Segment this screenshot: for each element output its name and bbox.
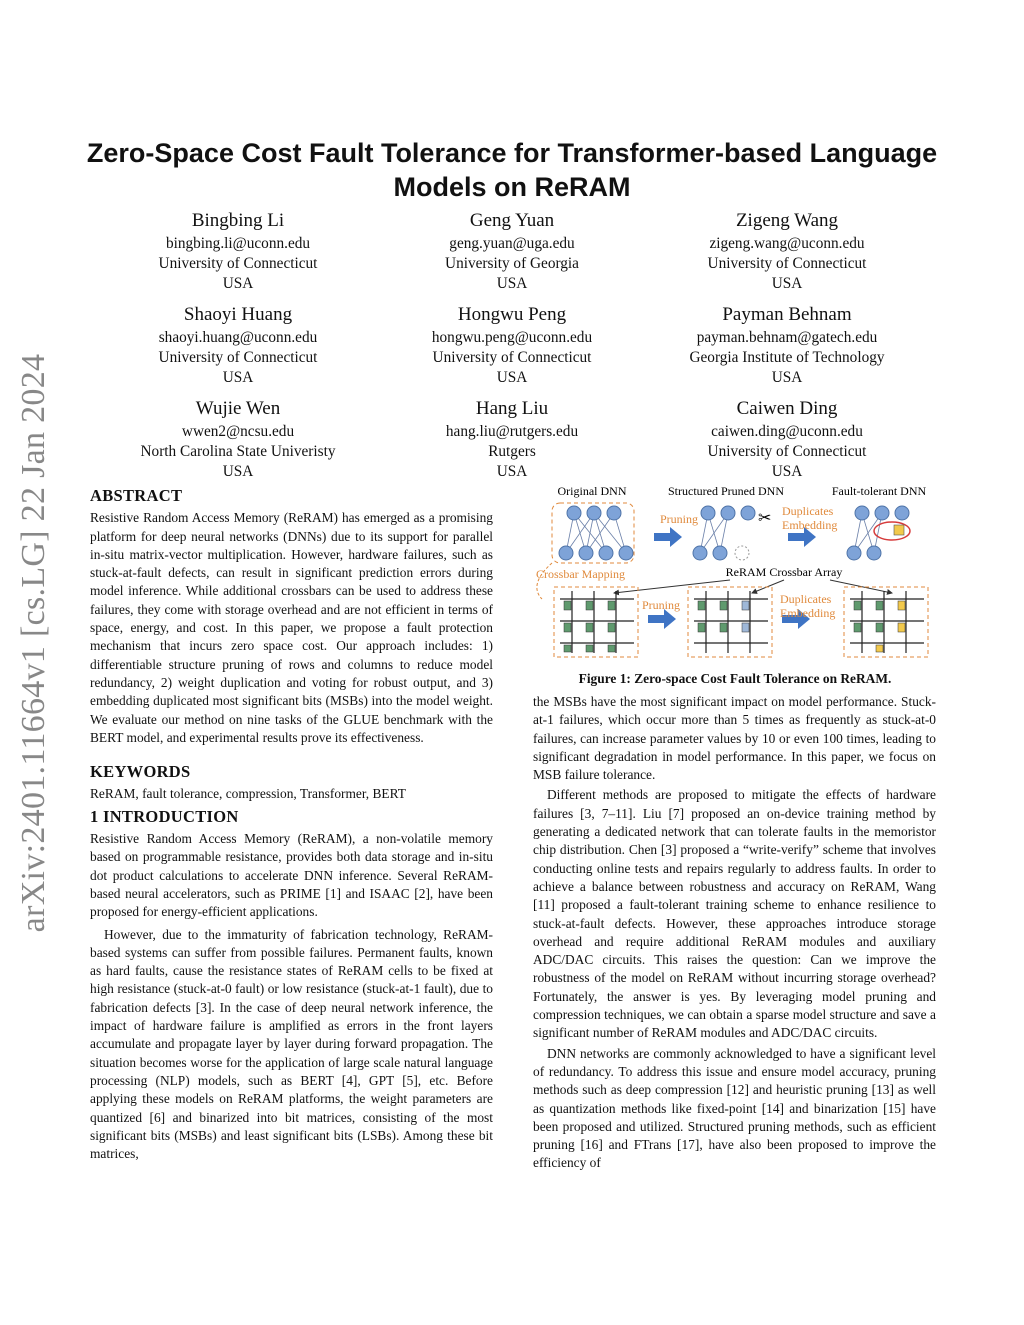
author-name: Hongwu Peng <box>457 304 567 325</box>
author-name: Geng Yuan <box>469 210 555 231</box>
author-name: Wujie Wen <box>195 398 281 419</box>
left-column <box>90 487 493 1163</box>
label-embedding: Embedding <box>780 606 836 620</box>
intro-paragraph: Resistive Random Access Memory (ReRAM), a non-volatile memory based on programmable resistance, provides both data storage and in-situ dot product calculations to accelerate DNN inference. Several ReRAM-based neural accelerators, such as PRIME [1] and ISAAC [2], have been proposed for energy-efficient applications. <box>90 831 493 920</box>
author-email[interactable]: geng.yuan@uga.edu <box>449 235 575 252</box>
author-email[interactable]: hongwu.peng@uconn.edu <box>431 329 593 346</box>
fault-tolerant-dnn-network <box>847 506 910 560</box>
author-name: Payman Behnam <box>722 304 852 325</box>
author-country: USA <box>771 275 803 292</box>
author-block <box>88 208 388 294</box>
author-country: USA <box>222 275 254 292</box>
author-country: USA <box>222 463 254 480</box>
arxiv-identifier: arXiv:2401.11664v1 [cs.LG] 22 Jan 2024 <box>15 353 52 933</box>
figure-1-diagram <box>530 483 940 661</box>
author-country: USA <box>771 463 803 480</box>
crossbar-array-original <box>554 587 638 657</box>
intro-paragraph: the MSBs have the most significant impact on model performance. Stuck-at-1 failures, which occur more than 5 times as frequently as stuck-at-0 failures, can increase parameter values by 10 or even 100 times, leading to significant degradation in model performance. In this paper, we focus on MSB failure tolerance. <box>533 694 936 783</box>
author-affiliation: University of Georgia <box>445 255 579 272</box>
author-block <box>362 208 662 294</box>
author-name: Zigeng Wang <box>735 210 839 231</box>
label-reram-crossbar-array: ReRAM Crossbar Array <box>725 565 843 579</box>
scissors-icon: ✂ <box>758 510 772 527</box>
author-affiliation: University of Connecticut <box>707 255 867 272</box>
author-block <box>362 302 662 388</box>
figure-1 <box>530 483 940 661</box>
author-block <box>362 396 662 482</box>
pruning-arrow-icon <box>654 527 682 547</box>
author-affiliation: Georgia Institute of Technology <box>689 349 885 366</box>
author-country: USA <box>496 463 528 480</box>
keywords-text: ReRAM, fault tolerance, compression, Transformer, BERT <box>90 786 406 802</box>
author-email[interactable]: payman.behnam@gatech.edu <box>696 329 878 346</box>
author-affiliation: Rutgers <box>488 443 536 460</box>
abstract-text: Resistive Random Access Memory (ReRAM) has emerged as a promising platform for deep neural networks (DNNs) due to its support for parallel in-situ matrix-vector multiplication. However, hardware failures, such as stuck-at-fault defects, can result in significant prediction errors during model inference. While additional crossbars can be used to address these failures, they come with storage overhead and are not efficient in terms of space, energy, and cost. In this paper, we propose a fault protection mechanism that incurs zero space cost. Our approach includes: 1) differentiable structure pruning of rows and columns to reduce model redundancy, 2) weight duplication and voting for robust output, and 3) embedding duplicated most significant bits (MSBs) into the model weight. We evaluate our method on nine tasks of the GLUE benchmark with the BERT model, and experimental results prove its effectiveness. <box>90 510 493 745</box>
author-block <box>637 208 937 294</box>
label-original-dnn: Original DNN <box>557 484 627 498</box>
intro-paragraph: DNN networks are commonly acknowledged to have a significant level of redundancy. To address this issue and ensure model accuracy, pruning methods such as deep compression [12] and heuristic pruning [13] as well as quantization methods like fixed-point [14] and binarization [15] have been proposed and utilized. Structured pruning methods, such as efficient pruning [16] and FTrans [17], have also been proposed to improve the efficiency of <box>533 1045 936 1171</box>
pruning-arrow-icon <box>648 609 676 629</box>
author-country: USA <box>496 275 528 292</box>
author-block <box>637 396 937 482</box>
author-affiliation: University of Connecticut <box>158 349 318 366</box>
author-email[interactable]: zigeng.wang@uconn.edu <box>709 235 865 252</box>
label-structured-pruned-dnn: Structured Pruned DNN <box>668 484 784 498</box>
author-country: USA <box>496 369 528 386</box>
paper-title: Zero-Space Cost Fault Tolerance for Transformer-based Language Models on ReRAM <box>86 138 938 202</box>
author-email[interactable]: wwen2@ncsu.edu <box>181 423 295 440</box>
author-country: USA <box>771 369 803 386</box>
author-email[interactable]: hang.liu@rutgers.edu <box>445 423 579 440</box>
figure-1-caption: Figure 1: Zero-space Cost Fault Tolerance on ReRAM. <box>578 671 892 686</box>
label-fault-tolerant-dnn: Fault-tolerant DNN <box>831 484 927 498</box>
label-embedding: Embedding <box>782 518 838 532</box>
abstract-heading: ABSTRACT <box>90 486 183 505</box>
author-block <box>88 396 388 482</box>
author-name: Hang Liu <box>475 398 549 419</box>
author-affiliation: University of Connecticut <box>707 443 867 460</box>
author-block <box>88 302 388 388</box>
label-duplicates: Duplicates <box>780 592 832 606</box>
intro-heading: 1 INTRODUCTION <box>90 806 239 826</box>
keywords-heading: KEYWORDS <box>90 762 191 782</box>
pruned-dnn-network <box>693 506 771 560</box>
right-column <box>533 693 936 1173</box>
author-block <box>637 302 937 388</box>
author-email[interactable]: caiwen.ding@uconn.edu <box>711 423 863 440</box>
intro-paragraph: However, due to the immaturity of fabrication technology, ReRAM-based systems can suffer from possible failures. Permanent faults, known as hard faults, cause the resistance states of ReRAM cells to be fixed at high resistance (stuck-at-0 fault) or low resistance (stuck-at-1 fault), due to fabrication defects [3]. In the case of deep neural network inference, the impact of hardware failure is amplified as errors in the front layers accumulate and propagate layer by layer during forward propagation. The situation becomes worse for the application of large scale natural language processing (NLP) models, such as BERT [4], GPT [5], etc. Before applying these models on ReRAM platforms, the weight parameters are quantized [6] and binarized into bit matrices, consisting of the most significant bits (MSBs) and least significant bits (LSBs). Among these bit matrices, <box>90 926 493 1162</box>
author-affiliation: North Carolina State Univeristy <box>140 443 336 460</box>
author-affiliation: University of Connecticut <box>432 349 592 366</box>
label-crossbar-mapping: Crossbar Mapping <box>536 567 625 581</box>
author-email[interactable]: shaoyi.huang@uconn.edu <box>158 329 318 346</box>
author-name: Caiwen Ding <box>736 398 838 419</box>
author-affiliation: University of Connecticut <box>158 255 318 272</box>
label-duplicates: Duplicates <box>782 504 834 518</box>
crossbar-array-fault-tolerant <box>844 587 928 657</box>
original-dnn-network <box>552 503 634 563</box>
author-email[interactable]: bingbing.li@uconn.edu <box>165 235 311 252</box>
author-country: USA <box>222 369 254 386</box>
author-name: Bingbing Li <box>191 210 285 231</box>
intro-paragraph: Different methods are proposed to mitigate the effects of hardware failures [3, 7–11]. Liu [7] proposed an on-device training method by generating a dedicated network that can tolerate faults in the memoristor chip distribution. Chen [3] proposed a “write-verify” scheme that involves conducting online tests and repairs regularly to address faults. In order to achieve a balance between robustness and accuracy on ReRAM, Wang [11] proposed a fault-tolerant training scheme to enhance resilience to stuck-at-fault defects. However, these approaches introduce storage overhead and require additional ReRAM modules and auxiliary ADC/DAC circuits. This raises the question: Can we improve the robustness of the model on ReRAM without incurring storage overhead? Fortunately, the answer is yes. By leveraging model pruning and compression techniques, we can obtain a sparse model structure and save a significant number of ReRAM modules and ADC/DAC circuits. <box>533 787 936 1041</box>
label-pruning: Pruning <box>642 598 681 612</box>
label-pruning: Pruning <box>660 512 699 526</box>
crossbar-array-pruned <box>688 587 772 657</box>
author-name: Shaoyi Huang <box>183 304 293 325</box>
